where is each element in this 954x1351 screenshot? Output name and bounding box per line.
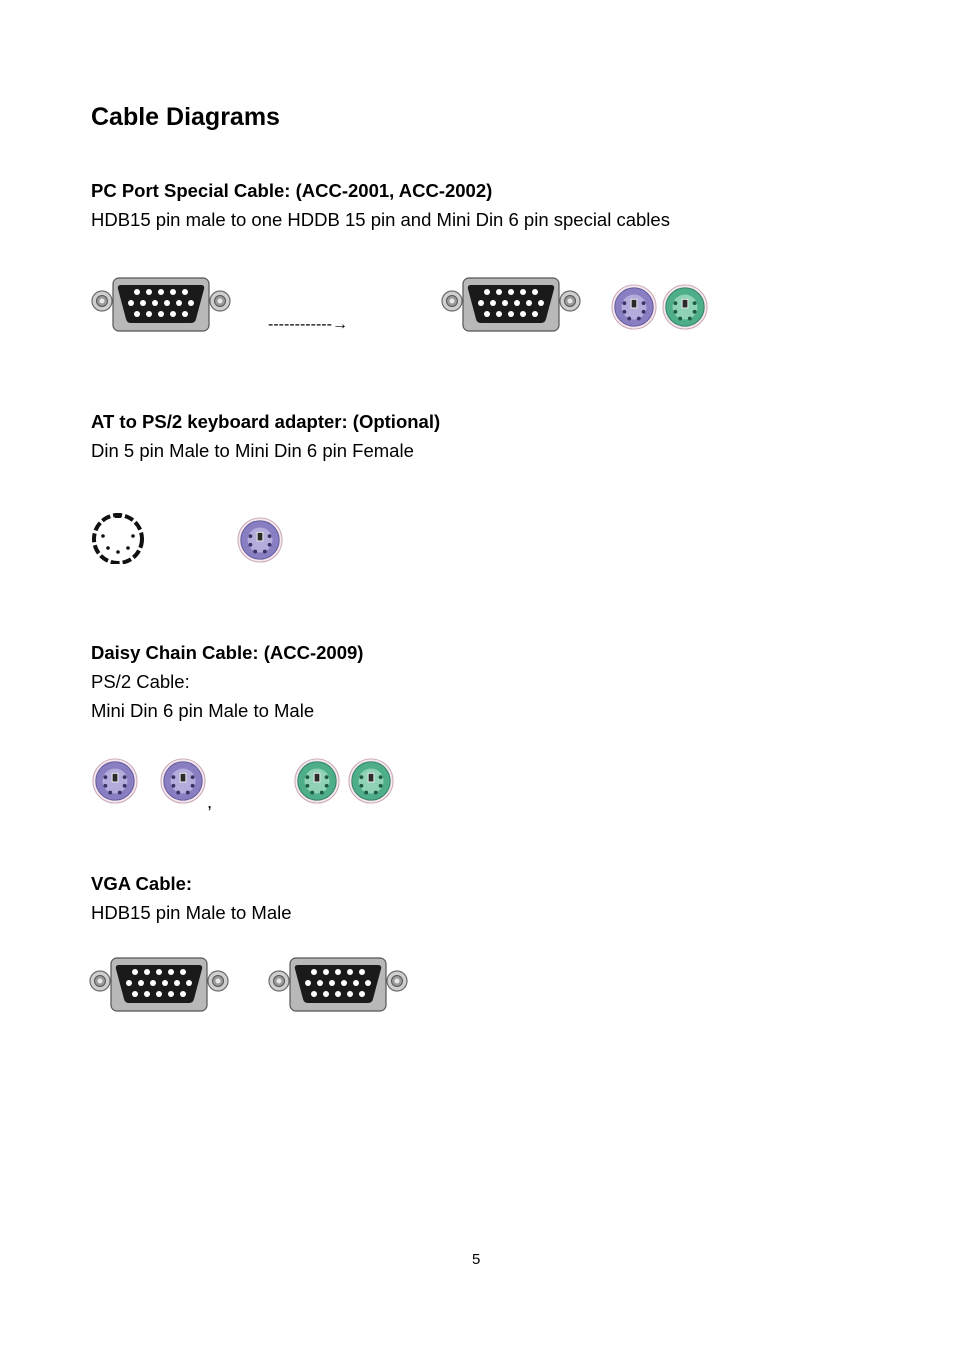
- vga-connector-icon: [441, 277, 581, 333]
- vga-connector-icon: [89, 957, 229, 1013]
- pc-port-heading: PC Port Special Cable: (ACC-2001, ACC-2002): [91, 180, 493, 201]
- vga-heading: VGA Cable:: [91, 873, 193, 894]
- vga-connector-icon: [91, 277, 231, 333]
- page-number: 5: [472, 1251, 481, 1268]
- direction-arrow: ------------→: [268, 316, 348, 333]
- pc-port-description: HDB15 pin male to one HDDB 15 pin and Mini Din 6 pin special cables: [91, 209, 670, 230]
- at-ps2-heading: AT to PS/2 keyboard adapter: (Optional): [91, 411, 441, 432]
- ps2-mouse-connector-icon: [293, 757, 341, 805]
- daisy-chain-line1: PS/2 Cable:: [91, 671, 190, 692]
- din5-connector-icon: [90, 512, 148, 564]
- ps2-keyboard-connector-icon: [159, 757, 207, 805]
- ps2-mouse-connector-icon: [347, 757, 395, 805]
- vga-description: HDB15 pin Male to Male: [91, 902, 292, 923]
- separator-comma: ,: [207, 791, 213, 812]
- page-title: Cable Diagrams: [91, 103, 280, 131]
- ps2-keyboard-connector-icon: [236, 516, 284, 564]
- ps2-keyboard-connector-icon: [91, 757, 139, 805]
- vga-connector-icon: [268, 957, 408, 1013]
- ps2-mouse-connector-icon: [661, 283, 709, 331]
- daisy-chain-heading: Daisy Chain Cable: (ACC-2009): [91, 642, 364, 663]
- at-ps2-description: Din 5 pin Male to Mini Din 6 pin Female: [91, 440, 414, 461]
- daisy-chain-line2: Mini Din 6 pin Male to Male: [91, 700, 315, 721]
- ps2-keyboard-connector-icon: [610, 283, 658, 331]
